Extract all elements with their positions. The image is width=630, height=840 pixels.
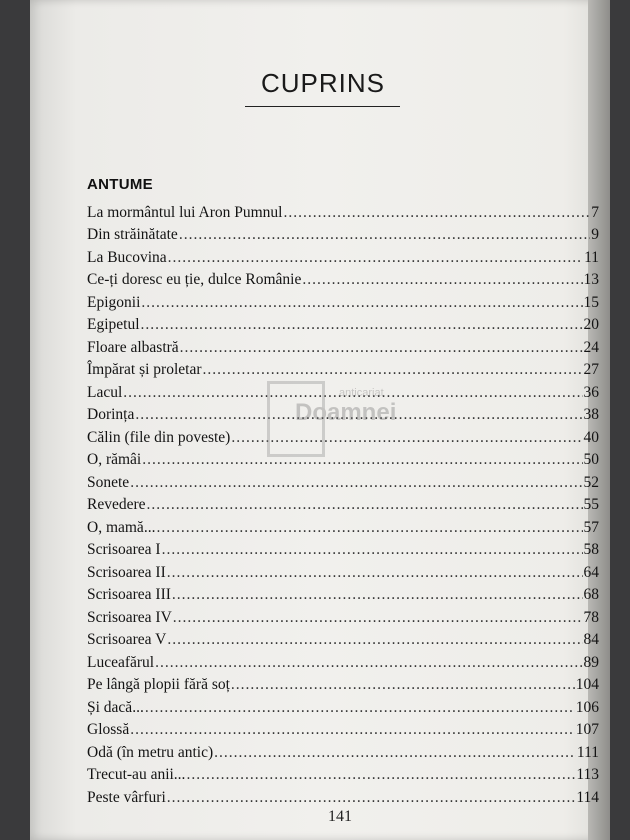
toc-entry [87, 740, 599, 763]
toc-entry-title: O, mamă... [87, 518, 156, 536]
leader-dots [202, 360, 582, 380]
toc-entry-title: Ce-ți doresc eu ție, dulce Românie [87, 271, 302, 288]
toc-entry-title: Sonete [87, 473, 130, 491]
toc-entry [87, 470, 599, 493]
toc-entry-page: 113 [576, 766, 599, 783]
leader-dots [162, 540, 583, 560]
leader-dots [141, 315, 583, 335]
toc-entry [87, 538, 599, 561]
toc-entry-title: O, rămâi [87, 451, 142, 468]
toc-entry-page: 78 [583, 608, 599, 626]
toc-entry [87, 673, 599, 696]
toc-entry-page: 38 [583, 406, 599, 423]
leader-dots [173, 608, 583, 628]
leader-dots [231, 675, 575, 695]
toc-entry [87, 223, 599, 246]
leader-dots [145, 698, 575, 718]
toc-entry-title: Scrisoarea IV [87, 608, 172, 626]
toc-entry-title: Revedere [87, 496, 146, 513]
toc-entry-title: Egipetul [87, 316, 140, 333]
toc-entry [87, 605, 599, 628]
toc-entry-title: Împărat și proletar [87, 361, 202, 378]
toc-entry [87, 313, 599, 336]
toc-entry [87, 493, 599, 516]
toc-entry-page: 40 [583, 428, 599, 446]
toc-entry [87, 358, 599, 381]
toc-entry-page: 106 [575, 698, 599, 716]
leader-dots [147, 495, 583, 515]
toc-entry-page: 50 [583, 451, 599, 468]
toc-entry-title: La mormântul lui Aron Pumnul [87, 203, 283, 221]
toc-entry [87, 650, 599, 673]
toc-entry-title: Și dacă... [87, 698, 144, 716]
leader-dots [156, 518, 582, 538]
toc-entry [87, 448, 599, 471]
toc-entry-title: Dorința [87, 406, 135, 423]
leader-dots [168, 248, 583, 268]
toc-entry [87, 200, 599, 223]
page-title: CUPRINS [260, 68, 385, 98]
toc-entry [87, 380, 599, 403]
toc-entry [87, 695, 599, 718]
toc-entry [87, 290, 599, 313]
toc-entry-title: Scrisoarea III [87, 586, 171, 603]
toc-entry [87, 785, 599, 808]
leader-dots [179, 225, 590, 245]
leader-dots [155, 653, 582, 673]
toc-entry-page: 36 [583, 383, 599, 401]
toc-entry-title: Epigonii [87, 293, 141, 311]
leader-dots [231, 428, 582, 448]
leader-dots [302, 270, 582, 290]
toc-entry [87, 763, 599, 786]
watermark-small-text: anticariat [339, 387, 384, 399]
toc-entry [87, 583, 599, 606]
toc-entry-title: Lacul [87, 383, 123, 401]
toc-entry-page: 11 [584, 248, 599, 266]
toc-entry-title: Floare albastră [87, 338, 179, 356]
toc-entry-title: Luceafărul [87, 653, 155, 671]
toc-entry-title: Glossă [87, 721, 130, 738]
leader-dots [141, 293, 582, 313]
toc-entry-title: Scrisoarea I [87, 541, 161, 558]
toc-entry-title: Scrisoarea V [87, 631, 167, 648]
title-underline [245, 106, 400, 107]
leader-dots [172, 585, 583, 605]
leader-dots [142, 450, 582, 470]
toc-entry-page: 107 [575, 721, 599, 738]
toc-entry-page: 104 [575, 676, 599, 693]
toc-entry-page: 58 [583, 541, 599, 558]
toc-entry-title: Scrisoarea II [87, 563, 166, 581]
toc-entry-page: 111 [576, 743, 599, 761]
leader-dots [283, 203, 590, 223]
leader-dots [167, 563, 583, 583]
leader-dots [186, 765, 575, 785]
leader-dots [180, 338, 583, 358]
toc-entry [87, 515, 599, 538]
toc-entry-page: 15 [583, 293, 599, 311]
page-number: 141 [328, 808, 352, 825]
toc-entry-page: 7 [591, 203, 599, 221]
toc-entry-page: 55 [583, 496, 599, 513]
book-page [30, 0, 610, 840]
toc-entry [87, 425, 599, 448]
toc-entry-page: 114 [576, 788, 599, 806]
table-of-contents [87, 200, 599, 808]
toc-entry-page: 68 [583, 586, 599, 603]
toc-entry [87, 335, 599, 358]
toc-entry-page: 9 [591, 226, 599, 243]
toc-entry [87, 245, 599, 268]
toc-entry [87, 628, 599, 651]
toc-entry-page: 27 [583, 361, 599, 378]
toc-entry-page: 13 [583, 271, 599, 288]
toc-entry-title: Călin (file din poveste) [87, 428, 231, 446]
toc-entry-page: 52 [583, 473, 599, 491]
toc-entry-title: La Bucovina [87, 248, 167, 266]
toc-entry-page: 24 [583, 338, 599, 356]
toc-entry [87, 268, 599, 291]
toc-entry-page: 57 [583, 518, 599, 536]
toc-entry-page: 64 [583, 563, 599, 581]
watermark-big-text: Doamnei [295, 399, 397, 426]
toc-entry-title: Din străinătate [87, 226, 178, 243]
toc-entry-page: 89 [583, 653, 599, 671]
leader-dots [135, 405, 582, 425]
toc-entry-page: 84 [583, 631, 599, 648]
toc-entry-page: 20 [583, 316, 599, 333]
leader-dots [167, 630, 582, 650]
toc-entry-title: Pe lângă plopii fără soț [87, 676, 230, 693]
toc-entry [87, 403, 599, 426]
toc-entry-title: Peste vârfuri [87, 788, 166, 806]
toc-entry [87, 560, 599, 583]
leader-dots [214, 743, 576, 763]
leader-dots [123, 383, 582, 403]
toc-entry-title: Odă (în metru antic) [87, 743, 214, 761]
leader-dots [130, 473, 582, 493]
toc-entry-title: Trecut-au anii... [87, 766, 186, 783]
section-heading: ANTUME [87, 176, 153, 193]
leader-dots [130, 720, 575, 740]
toc-entry [87, 718, 599, 741]
leader-dots [167, 788, 576, 808]
